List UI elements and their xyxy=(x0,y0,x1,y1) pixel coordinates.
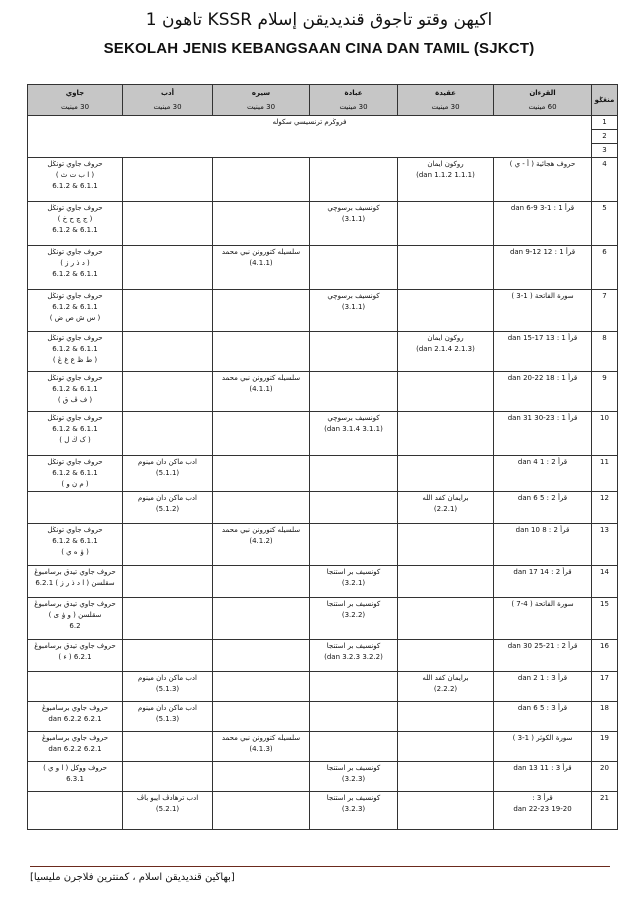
cell-aqidah xyxy=(398,598,494,640)
cell-jawi xyxy=(28,290,123,332)
cell-jawi xyxy=(28,792,123,830)
cell-quran xyxy=(494,290,592,332)
page-title-school: SEKOLAH JENIS KEBANGSAAN CINA DAN TAMIL (SJKCT) xyxy=(103,40,535,57)
cell-adab xyxy=(123,566,213,598)
cell-adab xyxy=(123,290,213,332)
cell-jawi xyxy=(28,372,123,412)
cell-line: ادب ماکن دان مينوم xyxy=(138,674,197,682)
week-row xyxy=(28,732,618,762)
cell-aqidah xyxy=(398,672,494,702)
cell-line: حروف جاوي تيدق برسامبوڠ xyxy=(34,568,116,576)
cell-line: سورة الكوثر ( 1-3 ) xyxy=(512,734,573,742)
cell-line: ادب ماکن دان مينوم xyxy=(138,458,197,466)
cell-aqidah xyxy=(398,372,494,412)
cell-quran xyxy=(494,672,592,702)
cell-line: (2.2.1) xyxy=(433,505,458,513)
week-number: 2 xyxy=(592,130,618,144)
cell-line: ادب ماکن دان مينوم xyxy=(138,494,197,502)
cell-jawi xyxy=(28,566,123,598)
cell-quran xyxy=(494,456,592,492)
page-title-arabic: اكيهن وقتو تاجوق قنديديقن إسلام KSSR تاهون 1 xyxy=(145,10,493,30)
cell-line: 6.1.1 & 6.1.2 xyxy=(52,226,98,234)
cell-quran xyxy=(494,566,592,598)
cell-sirah xyxy=(213,598,310,640)
cell-adab xyxy=(123,792,213,830)
week-number: 10 xyxy=(592,412,618,456)
cell-adab xyxy=(123,372,213,412)
cell-line: سورة الفاتحة ( 1-3 ) xyxy=(511,292,574,300)
cell-line: 6.2.1 dan 6.2.2 xyxy=(48,745,102,753)
week-number: 12 xyxy=(592,492,618,524)
week-row xyxy=(28,332,618,372)
column-header xyxy=(123,85,213,116)
cell-line: 6.1.1 & 6.1.2 xyxy=(52,345,98,353)
cell-line: برايمان کفد الله xyxy=(422,494,469,502)
cell-line: حروف جاوي تونڬل xyxy=(47,160,103,168)
cell-ibadah xyxy=(310,672,398,702)
cell-line: (4.1.1) xyxy=(249,385,273,393)
cell-line: حروف جاوي تيدق برسامبوڠ xyxy=(34,600,116,608)
cell-line: روکون ايمان xyxy=(427,160,464,168)
cell-line: قرأ 2 : 21-25 dan 30 xyxy=(507,642,578,650)
cell-line: قرأ 1 : 13 dan 15-17 xyxy=(507,334,578,342)
cell-quran xyxy=(494,158,592,202)
cell-line: قرأ 2 : 8 dan 10 xyxy=(515,526,570,534)
cell-line: سلسيله کتورونن نبي محمد xyxy=(221,734,301,742)
cell-jawi xyxy=(28,702,123,732)
week-row xyxy=(28,116,618,130)
week-number: 13 xyxy=(592,524,618,566)
cell-line: حروف جاوي تونڬل xyxy=(47,458,103,466)
column-header-name: القرءان xyxy=(529,88,556,97)
cell-line: (2.2.2) xyxy=(433,685,458,693)
cell-ibadah xyxy=(310,492,398,524)
cell-line: حروف جاوي تونڬل xyxy=(47,292,103,300)
week-row xyxy=(28,202,618,246)
cell-line: (4.1.1) xyxy=(249,259,273,267)
cell-quran xyxy=(494,702,592,732)
cell-jawi xyxy=(28,524,123,566)
cell-line: قرأ 3 : 5 dan 6 xyxy=(517,704,568,712)
cell-adab xyxy=(123,492,213,524)
cell-line: ( ک ڬ ل ) xyxy=(59,436,91,444)
cell-quran xyxy=(494,412,592,456)
cell-line: 6.1.1 & 6.1.2 xyxy=(52,182,98,190)
cell-line: حروف جاوي برسامبوڠ xyxy=(41,734,109,742)
cell-sirah xyxy=(213,732,310,762)
cell-jawi xyxy=(28,158,123,202)
cell-adab xyxy=(123,202,213,246)
cell-line: 6.1.1 & 6.1.2 xyxy=(52,425,98,433)
week-number: 7 xyxy=(592,290,618,332)
week-number: 21 xyxy=(592,792,618,830)
cell-ibadah xyxy=(310,290,398,332)
column-header xyxy=(494,85,592,116)
cell-sirah xyxy=(213,762,310,792)
week-row xyxy=(28,598,618,640)
cell-sirah xyxy=(213,456,310,492)
cell-line: ( ۏ ه ي ) xyxy=(61,548,89,556)
cell-line: (3.1.1) xyxy=(341,303,366,311)
cell-line: (3.2.2 dan 3.2.3) xyxy=(324,653,383,661)
cell-ibadah xyxy=(310,640,398,672)
week-number: 11 xyxy=(592,456,618,492)
cell-aqidah xyxy=(398,246,494,290)
cell-line: 6.2.1 ( ء ) xyxy=(58,653,92,661)
week-row xyxy=(28,702,618,732)
cell-aqidah xyxy=(398,456,494,492)
schedule-body xyxy=(28,116,618,830)
cell-sirah xyxy=(213,158,310,202)
cell-line: ادب ماکن دان مينوم xyxy=(138,704,197,712)
cell-line: برايمان کفد الله xyxy=(422,674,469,682)
cell-adab xyxy=(123,524,213,566)
cell-quran xyxy=(494,372,592,412)
cell-line: کونسيف بر استنجا xyxy=(326,794,381,802)
cell-quran xyxy=(494,598,592,640)
cell-ibadah xyxy=(310,158,398,202)
column-header xyxy=(28,85,123,116)
column-header-time: 30 مينيت xyxy=(246,102,276,111)
cell-quran xyxy=(494,732,592,762)
column-header-time: 30 مينيت xyxy=(431,102,460,111)
week-row xyxy=(28,290,618,332)
cell-line: قرأ 1 : 12 dan 9-12 xyxy=(509,248,576,256)
cell-sirah xyxy=(213,412,310,456)
cell-line: حروف جاوي تونڬل xyxy=(47,374,103,382)
column-header-name: سيره xyxy=(251,88,271,97)
cell-line: 6.1.1 & 6.1.2 xyxy=(52,385,98,393)
cell-ibadah xyxy=(310,332,398,372)
cell-aqidah xyxy=(398,702,494,732)
cell-line: 6.2.1 dan 6.2.2 xyxy=(48,715,102,723)
cell-line: 6.1.1 & 6.1.2 xyxy=(52,270,98,278)
week-number: 15 xyxy=(592,598,618,640)
week-number: 20 xyxy=(592,762,618,792)
cell-line: قرأ 2 : 1 dan 4 xyxy=(517,458,568,466)
week-number: 3 xyxy=(592,144,618,158)
cell-line: (2.1.3 dan 2.1.4) xyxy=(416,345,475,353)
cell-line: حروف جاوي تونڬل xyxy=(47,526,103,534)
cell-line: ( ف ڤ ق ) xyxy=(57,396,93,404)
cell-line: کونسيف بر استنجا xyxy=(326,568,381,576)
cell-ibadah xyxy=(310,732,398,762)
cell-jawi xyxy=(28,202,123,246)
cell-line: قرأ 2 : 5 dan 6 xyxy=(517,494,568,502)
cell-jawi xyxy=(28,732,123,762)
cell-line: حروف جاوي تونڬل xyxy=(47,248,103,256)
cell-jawi xyxy=(28,640,123,672)
cell-line: سقلسن ( ا د ذ ر ز ) 6.2.1 xyxy=(35,579,115,587)
week-number: 14 xyxy=(592,566,618,598)
cell-line: حروف جاوي برسامبوڠ xyxy=(41,704,109,712)
week-number: 9 xyxy=(592,372,618,412)
cell-adab xyxy=(123,158,213,202)
cell-line: 6.2 xyxy=(69,622,81,630)
week-row xyxy=(28,246,618,290)
cell-quran xyxy=(494,792,592,830)
cell-line: قرأ 1 : 1-3 dan 6-9 xyxy=(510,204,575,212)
cell-ibadah xyxy=(310,702,398,732)
cell-line: ( ج چ ح خ ) xyxy=(57,215,93,223)
cell-line: (3.2.3) xyxy=(341,805,366,813)
cell-line: روکون ايمان xyxy=(427,334,464,342)
cell-jawi xyxy=(28,672,123,702)
cell-line: (4.1.2) xyxy=(249,537,273,545)
cell-line: (5.2.1) xyxy=(155,805,180,813)
cell-line: 6.1.1 & 6.1.2 xyxy=(52,303,98,311)
cell-quran xyxy=(494,762,592,792)
week-number: 5 xyxy=(592,202,618,246)
cell-line: (5.1.2) xyxy=(155,505,180,513)
cell-line: 19-20 dan 22-23 xyxy=(513,805,572,813)
cell-line: ( د ذ ر ز ) xyxy=(60,259,90,267)
week-number: 16 xyxy=(592,640,618,672)
week-number: 18 xyxy=(592,702,618,732)
week-number: 1 xyxy=(592,116,618,130)
cell-line: قرأ 2 : 14 dan 17 xyxy=(513,568,572,576)
cell-adab xyxy=(123,672,213,702)
week-number: 4 xyxy=(592,158,618,202)
cell-line: ادب ترهادڤ ايبو باڤ xyxy=(136,794,199,802)
cell-jawi xyxy=(28,492,123,524)
cell-sirah xyxy=(213,246,310,290)
cell-line: (5.1.3) xyxy=(155,715,180,723)
cell-line: قرأ 1 : 23-30 dan 31 xyxy=(507,414,578,422)
cell-line: حروف جاوي تونڬل xyxy=(47,204,103,212)
schedule-table xyxy=(27,84,618,830)
week-number: 8 xyxy=(592,332,618,372)
cell-adab xyxy=(123,456,213,492)
cell-aqidah xyxy=(398,640,494,672)
cell-line: ( ط ظ ع غ ڠ ) xyxy=(52,356,98,364)
cell-line: سلسيله کتورونن نبي محمد xyxy=(221,526,301,534)
header-row xyxy=(28,85,618,116)
cell-line: (4.1.3) xyxy=(249,745,273,753)
cell-aqidah xyxy=(398,412,494,456)
cell-ibadah xyxy=(310,762,398,792)
column-header xyxy=(310,85,398,116)
cell-sirah xyxy=(213,372,310,412)
cell-sirah xyxy=(213,672,310,702)
column-header xyxy=(398,85,494,116)
cell-adab xyxy=(123,598,213,640)
cell-quran xyxy=(494,524,592,566)
cell-quran xyxy=(494,492,592,524)
cell-ibadah xyxy=(310,524,398,566)
cell-sirah xyxy=(213,702,310,732)
cell-line: (3.1.1) xyxy=(341,215,366,223)
week-row xyxy=(28,792,618,830)
cell-jawi xyxy=(28,246,123,290)
cell-sirah xyxy=(213,332,310,372)
cell-line: حروف ووکل ( ا و ي ) xyxy=(43,764,107,772)
cell-line: (5.1.1) xyxy=(155,469,180,477)
cell-line: (1.1.1 dan 1.1.2) xyxy=(416,171,475,179)
cell-aqidah xyxy=(398,762,494,792)
column-header-name: عقيدة xyxy=(435,88,456,97)
cell-line: کونسيف برسوچي xyxy=(327,414,380,422)
column-header-name: منڠݢو xyxy=(594,95,615,104)
cell-line: کونسيف بر استنجا xyxy=(326,600,381,608)
column-header-name: عبادة xyxy=(344,88,363,97)
column-header-name: جاوي xyxy=(65,88,85,97)
week-row xyxy=(28,762,618,792)
cell-ibadah xyxy=(310,566,398,598)
cell-line: (5.1.3) xyxy=(155,685,180,693)
cell-sirah xyxy=(213,524,310,566)
cell-adab xyxy=(123,332,213,372)
cell-line: قرأ 3 : 11 dan 13 xyxy=(513,764,572,772)
cell-line: 6.1.1 & 6.1.2 xyxy=(52,537,98,545)
transition-banner: فروڬرم ترنسيسي سکوله xyxy=(28,116,592,158)
cell-ibadah xyxy=(310,202,398,246)
cell-ibadah xyxy=(310,456,398,492)
cell-aqidah xyxy=(398,202,494,246)
cell-line: حروف جاوي تيدق برسامبوڠ xyxy=(34,642,116,650)
week-number: 17 xyxy=(592,672,618,702)
cell-jawi xyxy=(28,598,123,640)
cell-line: (3.2.2) xyxy=(341,611,366,619)
cell-line: سقلسن ( و ۏ ى ) xyxy=(48,611,102,619)
footer-divider xyxy=(30,866,610,867)
cell-ibadah xyxy=(310,412,398,456)
cell-aqidah xyxy=(398,158,494,202)
cell-jawi xyxy=(28,332,123,372)
cell-line: 6.1.1 & 6.1.2 xyxy=(52,469,98,477)
cell-line: (3.2.3) xyxy=(341,775,366,783)
cell-line: ( ا ب ت ث ) xyxy=(55,171,95,179)
week-row xyxy=(28,672,618,702)
cell-aqidah xyxy=(398,732,494,762)
cell-jawi xyxy=(28,456,123,492)
column-header-name: أدب xyxy=(160,88,175,97)
cell-line: ( س ش ص ض ) xyxy=(49,314,101,322)
cell-aqidah xyxy=(398,792,494,830)
column-header-time: 30 مينيت xyxy=(153,102,182,111)
week-row xyxy=(28,158,618,202)
cell-line: حروف جاوي تونڬل xyxy=(47,334,103,342)
cell-adab xyxy=(123,762,213,792)
cell-line: 6.3.1 xyxy=(66,775,84,783)
cell-adab xyxy=(123,246,213,290)
week-row xyxy=(28,566,618,598)
cell-ibadah xyxy=(310,792,398,830)
cell-quran xyxy=(494,202,592,246)
cell-sirah xyxy=(213,792,310,830)
cell-sirah xyxy=(213,492,310,524)
cell-quran xyxy=(494,246,592,290)
cell-quran xyxy=(494,640,592,672)
cell-jawi xyxy=(28,412,123,456)
week-row xyxy=(28,492,618,524)
cell-line: قرأ 3 : xyxy=(532,794,553,802)
cell-line: کونسيف برسوچي xyxy=(327,204,380,212)
cell-line: (3.2.1) xyxy=(341,579,366,587)
cell-line: کونسيف بر استنجا xyxy=(326,764,381,772)
cell-sirah xyxy=(213,566,310,598)
footer-text: [بهاڬين قنديديقن اسلام ، کمنترين فلاجرن مليسيا] xyxy=(30,872,235,883)
column-header-time: 60 مينيت xyxy=(528,102,557,111)
cell-line: قرأ 1 : 18 dan 20-22 xyxy=(507,374,578,382)
cell-sirah xyxy=(213,290,310,332)
cell-quran xyxy=(494,332,592,372)
column-header xyxy=(592,85,618,116)
week-row xyxy=(28,456,618,492)
cell-line: سلسيله کتورونن نبي محمد xyxy=(221,248,301,256)
cell-jawi xyxy=(28,762,123,792)
cell-line: کونسيف بر استنجا xyxy=(326,642,381,650)
cell-line: حروف جاوي تونڬل xyxy=(47,414,103,422)
cell-aqidah xyxy=(398,290,494,332)
cell-line: ( م ن و ) xyxy=(61,480,89,488)
column-header xyxy=(213,85,310,116)
week-number: 6 xyxy=(592,246,618,290)
week-row xyxy=(28,524,618,566)
week-row xyxy=(28,372,618,412)
cell-ibadah xyxy=(310,246,398,290)
cell-adab xyxy=(123,702,213,732)
cell-adab xyxy=(123,640,213,672)
cell-line: سلسيله کتورونن نبي محمد xyxy=(221,374,301,382)
column-header-time: 30 مينيت xyxy=(339,102,368,111)
cell-line: سورة الفاتحة ( 4-7 ) xyxy=(511,600,574,608)
cell-aqidah xyxy=(398,524,494,566)
cell-line: کونسيف برسوچي xyxy=(327,292,380,300)
cell-ibadah xyxy=(310,598,398,640)
week-row xyxy=(28,640,618,672)
week-row xyxy=(28,412,618,456)
cell-aqidah xyxy=(398,492,494,524)
cell-line: قرأ 3 : 1 dan 2 xyxy=(517,674,568,682)
cell-line: حروف هجائية ( أ - ي ) xyxy=(509,160,576,168)
cell-adab xyxy=(123,732,213,762)
cell-sirah xyxy=(213,202,310,246)
week-number: 19 xyxy=(592,732,618,762)
cell-aqidah xyxy=(398,566,494,598)
column-header-time: 30 مينيت xyxy=(60,102,90,111)
cell-adab xyxy=(123,412,213,456)
cell-line: (3.1.1 dan 3.1.4) xyxy=(324,425,383,433)
cell-ibadah xyxy=(310,372,398,412)
cell-aqidah xyxy=(398,332,494,372)
cell-sirah xyxy=(213,640,310,672)
